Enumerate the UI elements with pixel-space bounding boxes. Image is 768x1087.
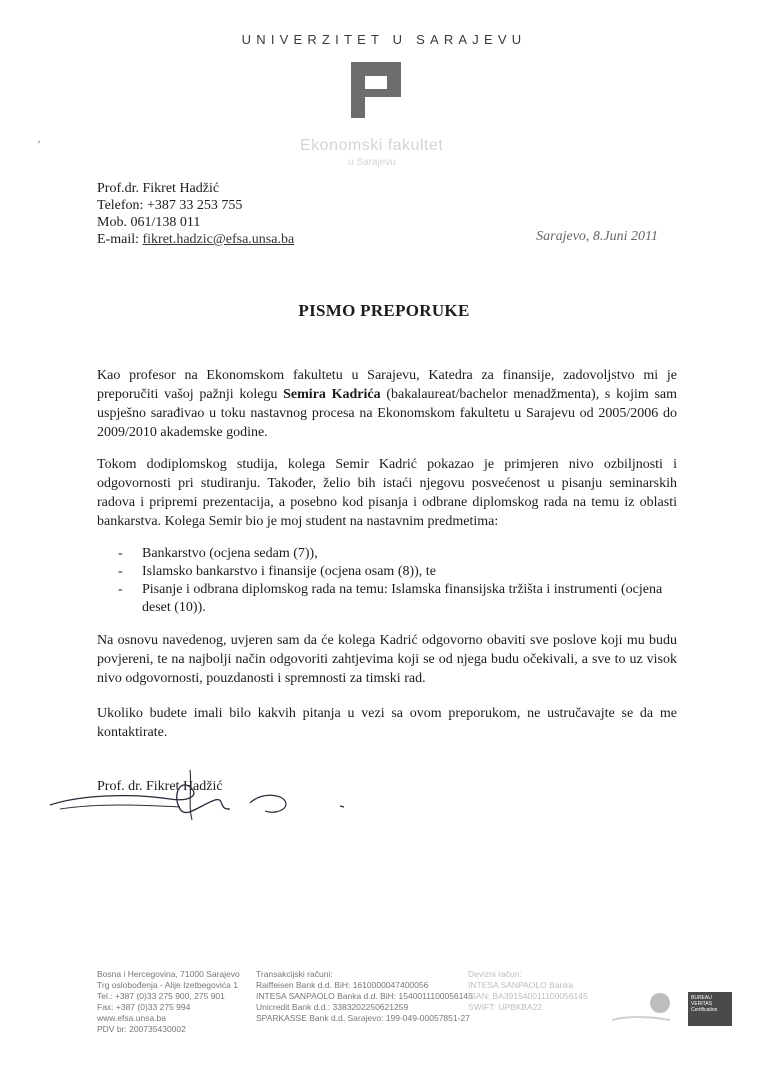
sender-email-row bbox=[97, 231, 294, 248]
sender-block bbox=[97, 180, 294, 248]
letter-date: Sarajevo, 8.Juni 2011 bbox=[536, 229, 658, 244]
footer-website-link[interactable]: www.efsa.unsa.ba bbox=[97, 1013, 166, 1023]
subject-text: Islamsko bankarstvo i finansije (ocjena osam (8)), te bbox=[142, 564, 436, 579]
university-name: UNIVERZITET U SARAJEVU bbox=[241, 32, 527, 47]
footer-accounts bbox=[256, 969, 473, 1024]
sender-phone: Telefon: +387 33 253 755 bbox=[97, 198, 243, 213]
faculty-location: u Sarajevu bbox=[348, 157, 396, 168]
email-label: E-mail: bbox=[97, 232, 139, 247]
email-link[interactable]: fikret.hadzic@efsa.unsa.ba bbox=[142, 232, 295, 247]
subject-text: Bankarstvo (ocjena sedam (7)), bbox=[142, 546, 318, 561]
list-item: - Islamsko bankarstvo i finansije (ocjena osam (8)), te bbox=[118, 564, 436, 579]
footer-line: INTESA SANPAOLO Banka bbox=[468, 980, 574, 990]
footer-line: Unicredit Bank d.d.: 3383202250621259 bbox=[256, 1002, 409, 1012]
paragraph-contact: Ukoliko budete imali bilo kakvih pitanja u vezi sa ovom preporukom, ne ustručavajte se da me kontaktirate. bbox=[97, 706, 677, 740]
footer-line: PDV br: 200735430002 bbox=[97, 1024, 186, 1034]
footer-line: Transakcijski računi: bbox=[256, 969, 333, 979]
footer-line: Trg oslobođenja - Alije Izetbegovića 1 bbox=[97, 980, 238, 990]
footer-line: Fax: +387 (0)33 275 994 bbox=[97, 1002, 191, 1012]
list-item: - Pisanje i odbrana diplomskog rada na temu: Islamska finansijska tržišta i instrumenti (ocjena deset (10)). bbox=[118, 582, 663, 615]
footer-line: Devizni račun: bbox=[468, 969, 522, 979]
paragraph-studies: Tokom dodiplomskog studija, kolega Semir Kadrić pokazao je primjeren nivo ozbiljnosti i odgovornosti pri studiranju. Također, želio bih istaći njegovu posvećenost u pisanju seminarskih radova i pripremi prezentacija, a posebno kod pisanja i odbrane diplomskog rada na temu iz oblasti bankarstva. Kolega Semir bio je moj student na nastavnim predmetima: bbox=[97, 457, 677, 529]
footer-line: Tel.: +387 (0)33 275 900, 275 901 bbox=[97, 991, 225, 1001]
paragraph-intro bbox=[97, 366, 677, 442]
signature-name: Prof. dr. Fikret Hadžić bbox=[97, 779, 223, 794]
subject-text: Pisanje i odbrana diplomskog rada na temu: Islamska finansijska tržišta i instrumenti (ocjena deset (10)). bbox=[142, 582, 663, 615]
certification-logo-icon bbox=[612, 990, 672, 1026]
letter-title: PISMO PREPORUKE bbox=[298, 301, 470, 320]
stray-mark: ʹ bbox=[38, 140, 41, 151]
footer-foreign-account bbox=[468, 969, 588, 1013]
footer-line: INTESA SANPAOLO Banka d.d. BiH: 1540011100056145 bbox=[256, 991, 473, 1001]
bureau-veritas-badge: BUREAU VERITAS Certification bbox=[688, 992, 732, 1026]
footer-address bbox=[97, 969, 240, 1035]
paragraph-conclusion: Na osnovu navedenog, uvjeren sam da će kolega Kadrić odgovorno obaviti sve poslove koji mu budu povjereni, te na najbolji način odgovoriti zahtjevima koji se od njega budu očekivali, a sve to uz visok nivo odgovornosti, pouzdanosti i spremnosti za timski rad. bbox=[97, 633, 677, 686]
footer-line: IBAN: BA391540011100056145 bbox=[468, 991, 588, 1001]
footer-line: SWIFT: UPBKBA22 bbox=[468, 1002, 543, 1012]
student-name: Semira Kadrića bbox=[283, 387, 381, 402]
faculty-logo-icon bbox=[351, 62, 401, 118]
subjects-list bbox=[118, 545, 678, 617]
paragraph-intro-text-a: Kao profesor na Ekonomskom fakultetu u Sarajevu, Katedra za finansije, zadovoljstvo mi je preporučiti vašoj pažnji kolegu bbox=[97, 368, 677, 402]
handwritten-signature bbox=[40, 765, 370, 825]
footer-line: Bosna i Hercegovina, 71000 Sarajevo bbox=[97, 969, 240, 979]
footer-line: Raiffeisen Bank d.d. BiH: 1610000047400056 bbox=[256, 980, 429, 990]
footer-line: SPARKASSE Bank d.d. Sarajevo: 199-049-00057851-27 bbox=[256, 1013, 470, 1023]
list-item: - Bankarstvo (ocjena sedam (7)), bbox=[118, 546, 318, 561]
faculty-name: Ekonomski fakultet bbox=[300, 137, 444, 154]
sender-name: Prof.dr. Fikret Hadžić bbox=[97, 181, 220, 196]
sender-mobile: Mob. 061/138 011 bbox=[97, 215, 201, 230]
paragraph-intro-text-b: (bakalaureat/bachelor menadžmenta), s kojim sam uspješno sarađivao u toku nastavnog procesa na Ekonomskom fakultetu u Sarajevu od 2005/2006 do 2009/2010 akademske godine. bbox=[97, 387, 678, 440]
